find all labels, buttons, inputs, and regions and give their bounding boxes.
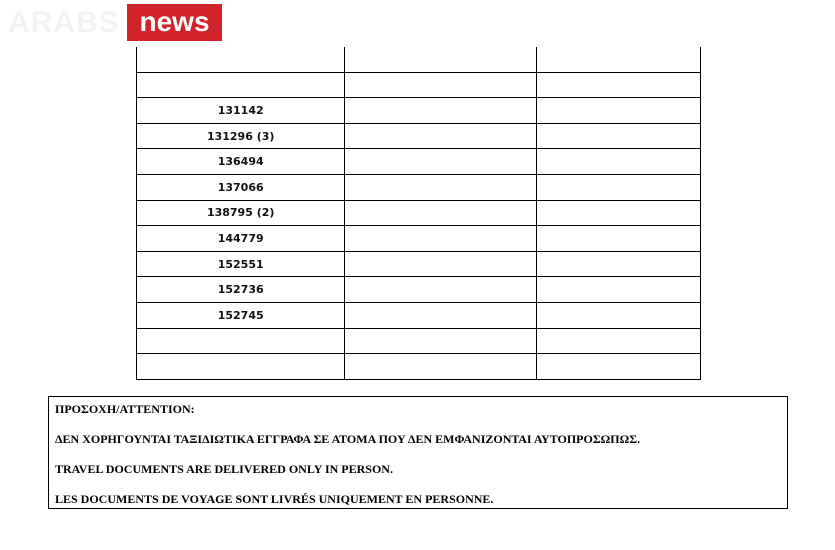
table-cell: 138795 (2) bbox=[137, 200, 345, 226]
table-cell bbox=[345, 72, 536, 98]
table-cell bbox=[137, 47, 345, 72]
table-cell bbox=[536, 328, 700, 354]
attention-notice-box bbox=[48, 396, 788, 509]
notice-greek-text: ΔΕΝ ΧΟΡΗΓΟΥΝΤΑΙ ΤΑΞΙΔΙΩΤΙΚΑ ΕΓΓΡΑΦΑ ΣΕ ΑΤΟΜΑ ΠΟΥ ΔΕΝ ΕΜΦΑΝΙΖΟΝΤΑΙ ΑΥΤΟΠΡΟΣΩΠΩΣ. bbox=[55, 432, 641, 446]
table-cell: 131142 bbox=[137, 98, 345, 124]
table-cell bbox=[536, 354, 700, 380]
table-row bbox=[137, 328, 701, 354]
notice-french-text: LES DOCUMENTS DE VOYAGE SONT LIVRÉS UNIQUEMENT EN PERSONNE. bbox=[55, 492, 494, 506]
table-cell bbox=[536, 174, 700, 200]
table-cell bbox=[345, 251, 536, 277]
table-cell: 152745 bbox=[137, 302, 345, 328]
table-cell bbox=[536, 251, 700, 277]
table-cell bbox=[536, 277, 700, 303]
table-row bbox=[137, 123, 701, 149]
notice-english-text: TRAVEL DOCUMENTS ARE DELIVERED ONLY IN PERSON. bbox=[55, 462, 393, 476]
table-cell bbox=[345, 277, 536, 303]
table-cell bbox=[536, 47, 700, 72]
table-cell: 144779 bbox=[137, 226, 345, 252]
document-number-table bbox=[136, 47, 701, 380]
table-cell bbox=[536, 149, 700, 175]
table-cell bbox=[536, 200, 700, 226]
notice-title: ΠΡΟΣΟΧΗ/ATTENTION: bbox=[55, 402, 195, 416]
table-cell bbox=[345, 47, 536, 72]
table-row bbox=[137, 302, 701, 328]
table-row bbox=[137, 354, 701, 380]
table-cell: 152551 bbox=[137, 251, 345, 277]
table-cell bbox=[345, 174, 536, 200]
table-cell bbox=[345, 302, 536, 328]
logo-text: news bbox=[139, 5, 210, 37]
table-cell bbox=[536, 226, 700, 252]
table-cell bbox=[345, 98, 536, 124]
table-cell: 131296 (3) bbox=[137, 123, 345, 149]
news-logo bbox=[127, 4, 222, 41]
table-row bbox=[137, 149, 701, 175]
table-cell: 137066 bbox=[137, 174, 345, 200]
table-cell bbox=[536, 123, 700, 149]
table-cell bbox=[137, 354, 345, 380]
table-cell bbox=[137, 72, 345, 98]
table-row bbox=[137, 277, 701, 303]
table-cell bbox=[137, 328, 345, 354]
table-cell bbox=[536, 98, 700, 124]
table-cell bbox=[345, 149, 536, 175]
table-cell: 152736 bbox=[137, 277, 345, 303]
table-cell bbox=[536, 302, 700, 328]
table-cell bbox=[345, 226, 536, 252]
table-cell bbox=[345, 123, 536, 149]
watermark-text: ARABS bbox=[8, 6, 120, 39]
table-row bbox=[137, 47, 701, 72]
table-cell bbox=[345, 200, 536, 226]
table-row bbox=[137, 251, 701, 277]
table-cell bbox=[345, 354, 536, 380]
table-row bbox=[137, 72, 701, 98]
table-row bbox=[137, 226, 701, 252]
table-row bbox=[137, 98, 701, 124]
table-cell: 136494 bbox=[137, 149, 345, 175]
table-row bbox=[137, 174, 701, 200]
table-cell bbox=[345, 328, 536, 354]
table-cell bbox=[536, 72, 700, 98]
table-row bbox=[137, 200, 701, 226]
